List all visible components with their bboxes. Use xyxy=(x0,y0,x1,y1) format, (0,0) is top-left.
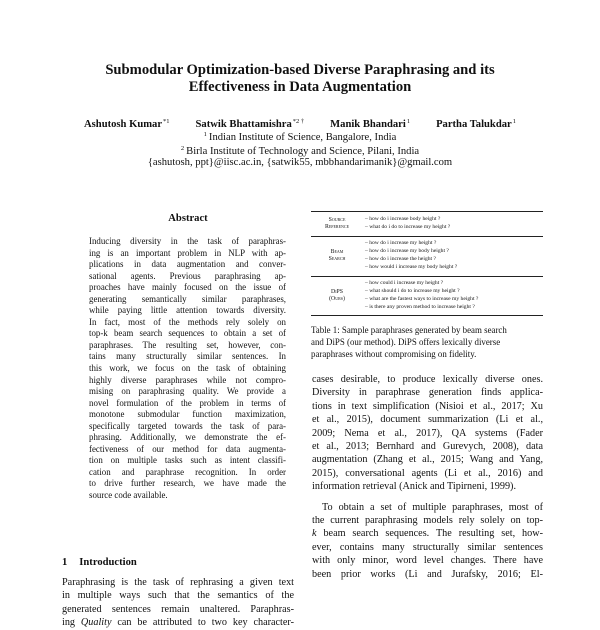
title-line-2: Effectiveness in Data Augmentation xyxy=(188,79,412,95)
row-sentences: – how could i increase my height ? – what should i do to increase my height ? – what are the fastest ways to increase my height ? – is there any proven method to increase height ? xyxy=(365,280,479,310)
abstract-line: Inducing diversity in the task of paraphras- xyxy=(89,236,286,246)
body-line: k beam search sequences. The resulting set, how- xyxy=(312,528,543,540)
table-rule xyxy=(311,236,543,237)
body-line: 2009; Nema et al., 2017), QA systems (Fader xyxy=(312,427,543,439)
body-line: Diversity in paraphrase generation finds applica- xyxy=(312,387,543,399)
paper-title xyxy=(60,62,540,96)
abstract-line: plications in data augmentation and conver- xyxy=(89,259,286,270)
author: Partha Talukdar$^1$ xyxy=(436,118,516,130)
abstract-line: tion on multiple tasks such as intent classifi- xyxy=(89,455,286,466)
section-heading-introduction: 1 Introduction xyxy=(62,557,137,568)
abstract-line: this work, we focus on the task of obtaining xyxy=(89,363,286,374)
abstract-line: highly diverse paraphrases while not compro- xyxy=(89,374,286,385)
abstract-line: paraphrases. The resulting set, however, con- xyxy=(89,339,286,350)
right-column-body xyxy=(312,373,543,581)
row-sentences: – how do i increase my height ? – how do i increase my body height ? – how do i increase the height ? – how would i increase my body height ? xyxy=(365,240,458,270)
abstract-line: novel formulation of the problem in terms of xyxy=(89,397,286,408)
abstract-line: fectiveness of our method for data augmenta- xyxy=(89,443,286,454)
body-line: cases desirable, to produce lexically diverse ones. xyxy=(312,374,543,385)
abstract-line: specifically targeted towards the task of para- xyxy=(89,420,286,431)
table-rule xyxy=(311,276,543,277)
row-sentences: – how do i increase body height ? – what do i do to increase my height ? xyxy=(365,216,451,230)
table-bottom-rule xyxy=(311,315,543,316)
body-line: augmentation (Zhang et al., 2015; Wang and Yang, xyxy=(312,454,543,466)
body-line: with only minor, word level changes. There have xyxy=(312,555,543,567)
author: Satwik Bhattamishra$^{*2 \dagger}$ xyxy=(195,118,305,130)
row-label: DiPS (Ours) xyxy=(329,289,345,302)
table-1-caption: Table 1: Sample paraphrases generated by beam search and DiPS (our method). DiPS offers lexically diverse paraphrases without compromising on fidelity. xyxy=(311,325,507,360)
affiliation-2: $^2$ Birla Institute of Technology and Science, Pilani, India xyxy=(180,145,420,157)
abstract-line: tains many structurally similar sentences. In xyxy=(89,351,286,362)
body-line: ever, contains many structurally similar sentences xyxy=(312,541,543,553)
body-line: et al., 2015), document summarization (Li et al., xyxy=(312,414,543,426)
author-emails: {ashutosh, ppt}@iisc.ac.in, {satwik55, mbbhandarimanik}@gmail.com xyxy=(147,157,453,168)
body-line: To obtain a set of multiple paraphrases, most of xyxy=(322,501,543,513)
body-line: et al., 2013; Bernhard and Gurevych, 2008), data xyxy=(312,441,543,453)
author: Ashutosh Kumar$^{*1}$ xyxy=(84,118,170,130)
author: Manik Bhandari$^1$ xyxy=(330,118,411,130)
affiliation-1: $^1$ Indian Institute of Science, Bangalore, India xyxy=(203,131,397,143)
abstract-heading: Abstract xyxy=(168,213,208,224)
body-line: the current paraphrasing models rely solely on top- xyxy=(312,515,543,527)
title-line-1: Submodular Optimization-based Diverse Paraphrasing and its xyxy=(105,62,495,78)
intro-line: Paraphrasing is the task of rephrasing a given text xyxy=(62,577,294,588)
abstract-line: while paying little attention towards diversity. xyxy=(89,305,286,316)
abstract-body xyxy=(89,236,286,502)
abstract-line: In fact, most of the methods rely solely on xyxy=(89,316,286,327)
intro-line: in multiple ways such that the semantics of the xyxy=(62,590,294,602)
body-line: 2015), conversational agents (Li et al., 2016) and xyxy=(312,467,543,479)
abstract-line: top-k beam search sequences to obtain a set of xyxy=(89,328,286,339)
body-line: been prior works (Li and Jurafsky, 2016; El- xyxy=(312,568,543,580)
table-top-rule xyxy=(311,211,543,212)
abstract-line: monotone submodular function maximization, xyxy=(89,409,286,420)
body-line: information retrieval (Anick and Tipirneni, 1999). xyxy=(312,481,516,493)
abstract-line: mising on paraphrasing quality. We provide a xyxy=(89,386,286,397)
row-label: Beam Search xyxy=(328,249,346,262)
abstract-line: proaches have mainly focused on the issue of xyxy=(89,282,286,293)
abstract-line: ing is an important problem in NLP with ap- xyxy=(89,247,286,258)
intro-line: generated sentences remain unaltered. Paraphras- xyxy=(62,603,294,615)
body-line: tions in text simplification (Nisioi et al., 2017; Xu xyxy=(312,400,543,412)
abstract-line: sational agents. Previous paraphrasing ap- xyxy=(89,270,286,281)
abstract-line: to drive further research, we have made the xyxy=(89,478,286,489)
row-label: Source Reference xyxy=(324,217,350,230)
abstract-line: source code available. xyxy=(89,490,168,501)
abstract-line: cation and paraphrase recognition. In order xyxy=(89,466,286,477)
introduction-body xyxy=(62,576,294,630)
abstract-line: phrasing. Additionally, we demonstrate the ef- xyxy=(89,432,286,443)
abstract-line: generating semantically similar paraphrases, xyxy=(89,293,286,304)
intro-line: ing Quality can be attributed to two key character- xyxy=(62,617,294,629)
